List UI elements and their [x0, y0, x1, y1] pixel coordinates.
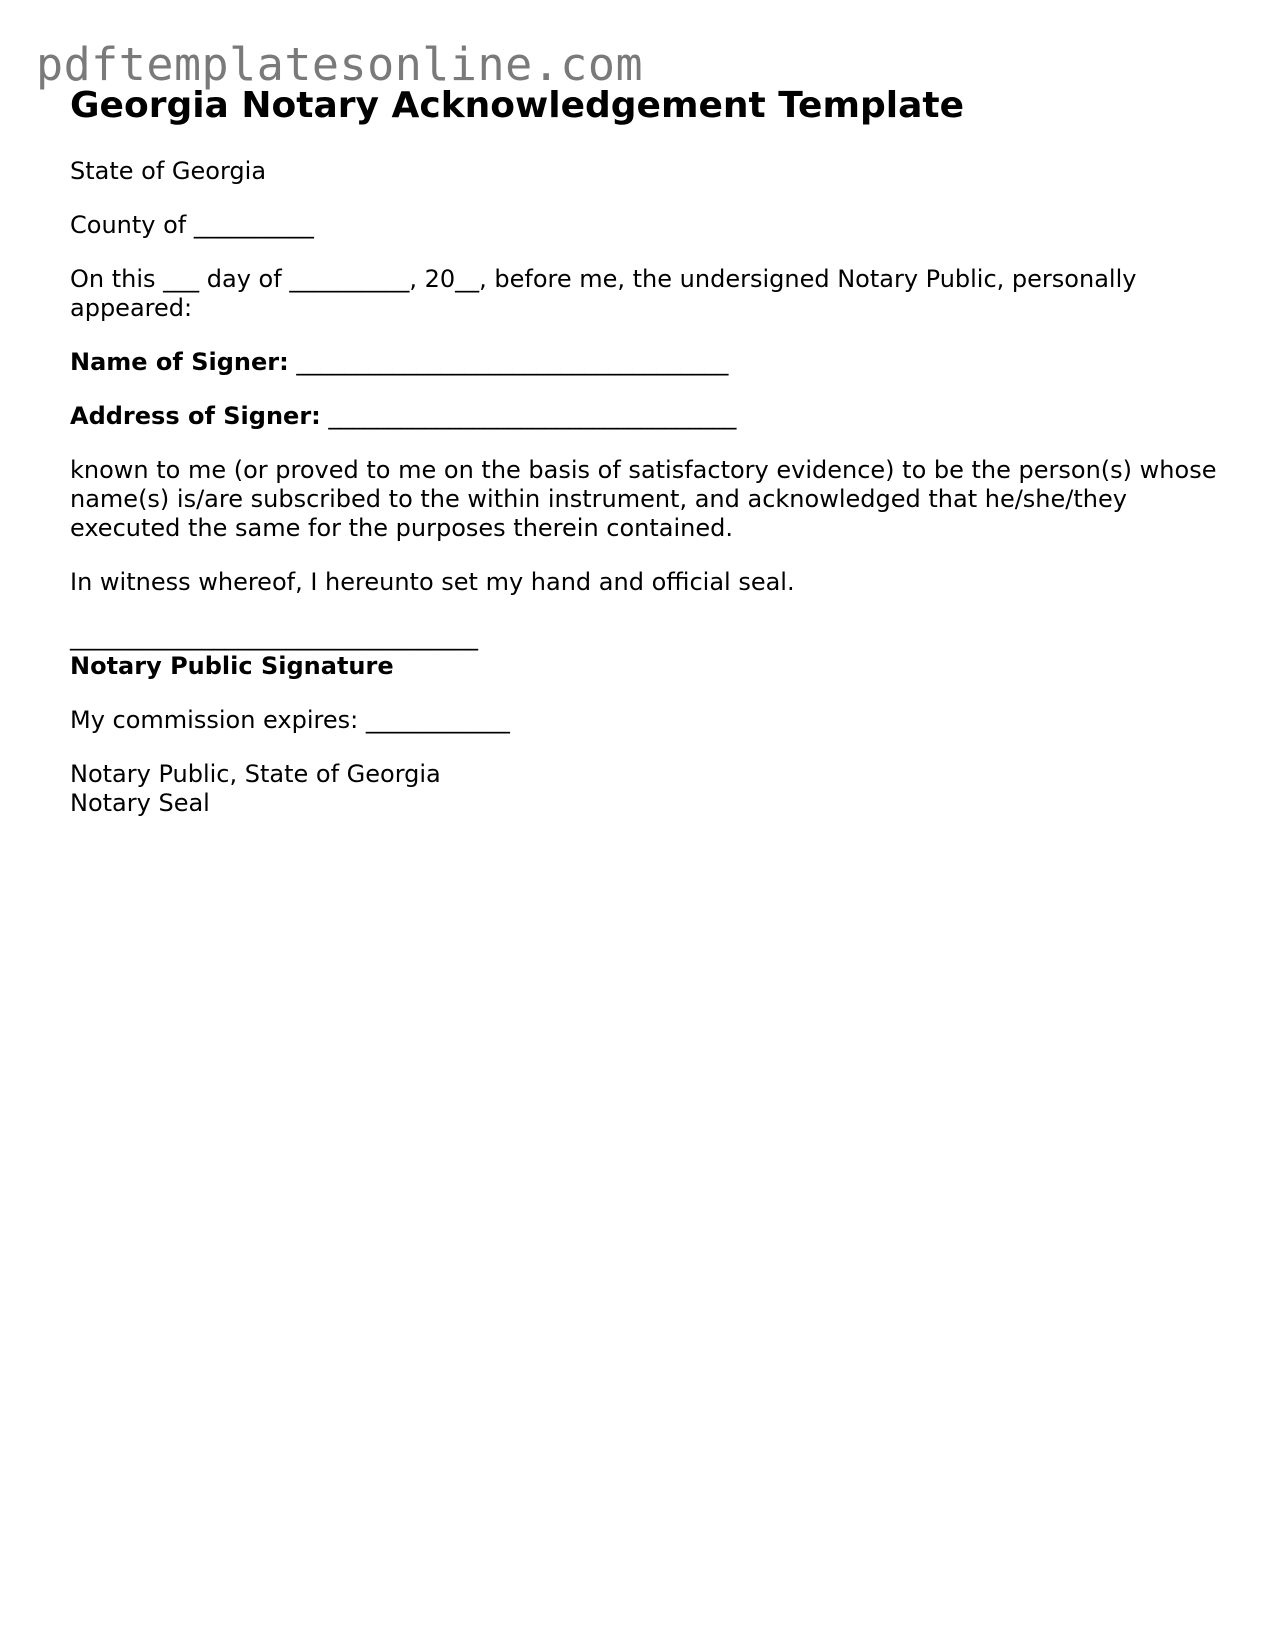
notary-block	[70, 760, 1220, 818]
appearance-paragraph: On this ___ day of __________, 20__, before me, the undersigned Notary Public, personally appeared:	[70, 265, 1137, 323]
document-title: Georgia Notary Acknowledgement Template	[70, 85, 965, 126]
signer-address-label: Address of Signer:	[70, 402, 321, 431]
signer-name-label: Name of Signer:	[70, 348, 289, 377]
county-line: County of __________	[70, 211, 314, 240]
signer-name-row	[70, 348, 1220, 377]
notary-seal: Notary Seal	[70, 789, 210, 818]
signature-label: Notary Public Signature	[70, 652, 394, 681]
signer-address-blank: __________________________________	[328, 402, 737, 431]
signature-blank: __________________________________	[70, 623, 478, 652]
acknowledgement-paragraph: known to me (or proved to me on the basis of satisfactory evidence) to be the person(s) whose name(s) is/are subscribed to the within instrument, and acknowledged that he/she/they executed the same for the purposes therein contained.	[70, 456, 1217, 543]
document-page	[70, 84, 1220, 818]
signer-address-row	[70, 402, 1220, 431]
notary-title: Notary Public, State of Georgia	[70, 760, 441, 789]
state-line: State of Georgia	[70, 157, 267, 186]
signer-name-blank: ____________________________________	[296, 348, 729, 377]
commission-line: My commission expires: ____________	[70, 706, 510, 735]
witness-line: In witness whereof, I hereunto set my hand and official seal.	[70, 568, 795, 597]
watermark: pdftemplatesonline.com	[36, 38, 644, 91]
